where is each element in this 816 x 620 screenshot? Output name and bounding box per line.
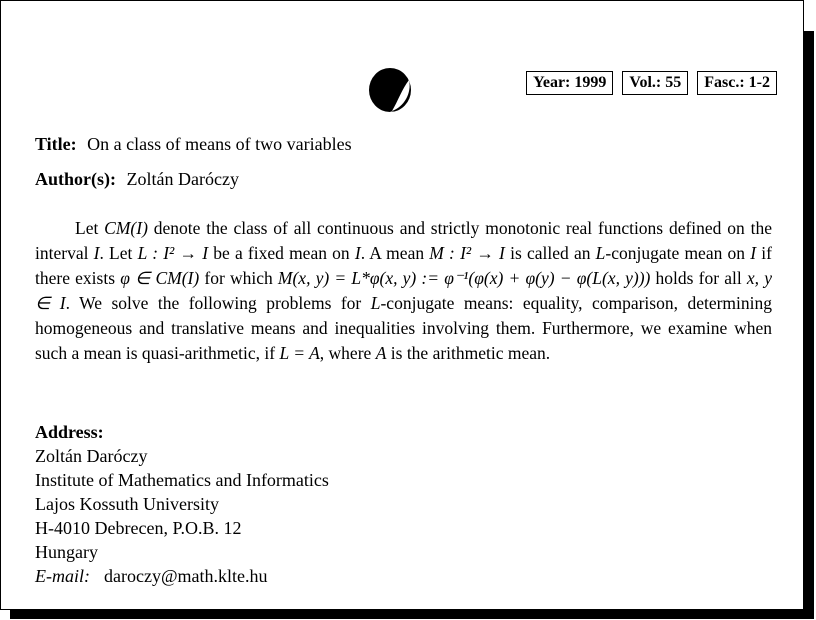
abstract-text: . We solve the following problems for <box>65 293 371 313</box>
address-line: Zoltán Daróczy <box>35 446 148 466</box>
abstract-text: holds for all <box>650 268 747 288</box>
address-label: Address: <box>35 422 104 442</box>
author-row <box>35 169 239 190</box>
abstract <box>35 216 772 366</box>
abstract-math: L = A <box>279 343 320 363</box>
abstract-text: -conjugate mean on <box>605 243 751 263</box>
address-block <box>35 420 329 588</box>
title-value: On a class of means of two variables <box>87 134 352 154</box>
author-value: Zoltán Daróczy <box>126 169 239 189</box>
address-line: Lajos Kossuth University <box>35 494 219 514</box>
address-line: Hungary <box>35 542 98 562</box>
abstract-math: I <box>93 243 100 263</box>
email-label: E-mail: <box>35 566 90 586</box>
abstract-text: denote the class of all continuous and strictly monotonic real functions defined on the interval <box>35 218 772 263</box>
abstract-math: I <box>750 243 757 263</box>
email-link[interactable]: daroczy@math.klte.hu <box>103 566 268 586</box>
abstract-text: for which <box>199 268 278 288</box>
abstract-math: L : I² → I <box>137 243 209 263</box>
abstract-math: L <box>370 293 381 313</box>
title-row <box>35 134 352 155</box>
half-moon-logo-icon <box>368 67 412 113</box>
abstract-math: x, y ∈ I <box>35 268 772 313</box>
abstract-math: L <box>595 243 606 263</box>
abstract-math: M(x, y) = L*φ(x, y) := φ⁻¹(φ(x) + φ(y) − φ(L(x, y))) <box>277 268 651 288</box>
abstract-math: M : I² → I <box>429 243 505 263</box>
abstract-text: if there exists <box>35 243 772 288</box>
volume-badge: Vol.: 55 <box>622 71 688 95</box>
abstract-text: . A mean <box>360 243 430 263</box>
abstract-text: Let <box>75 218 105 238</box>
title-label: Title: <box>35 134 77 154</box>
abstract-text: be a fixed mean on <box>208 243 355 263</box>
author-label: Author(s): <box>35 169 116 189</box>
issue-badges <box>526 71 777 95</box>
abstract-text: -conjugate means: equality, comparison, determining homogeneous and translative means and inequalities involving them. Furthermore, we examine when such a mean is quasi-arithmetic, if <box>35 293 772 363</box>
address-line: H-4010 Debrecen, P.O.B. 12 <box>35 518 242 538</box>
fascicle-badge: Fasc.: 1-2 <box>697 71 777 95</box>
email-row <box>35 564 329 588</box>
abstract-text: is called an <box>504 243 596 263</box>
abstract-text: is the arithmetic mean. <box>386 343 551 363</box>
abstract-math: I <box>354 243 361 263</box>
abstract-math: A <box>375 343 387 363</box>
abstract-math: φ ∈ CM(I) <box>120 268 200 288</box>
year-badge: Year: 1999 <box>526 71 613 95</box>
abstract-math: CM(I) <box>104 218 148 238</box>
address-line: Institute of Mathematics and Informatics <box>35 470 329 490</box>
abstract-text: , where <box>319 343 376 363</box>
abstract-text: . Let <box>99 243 138 263</box>
